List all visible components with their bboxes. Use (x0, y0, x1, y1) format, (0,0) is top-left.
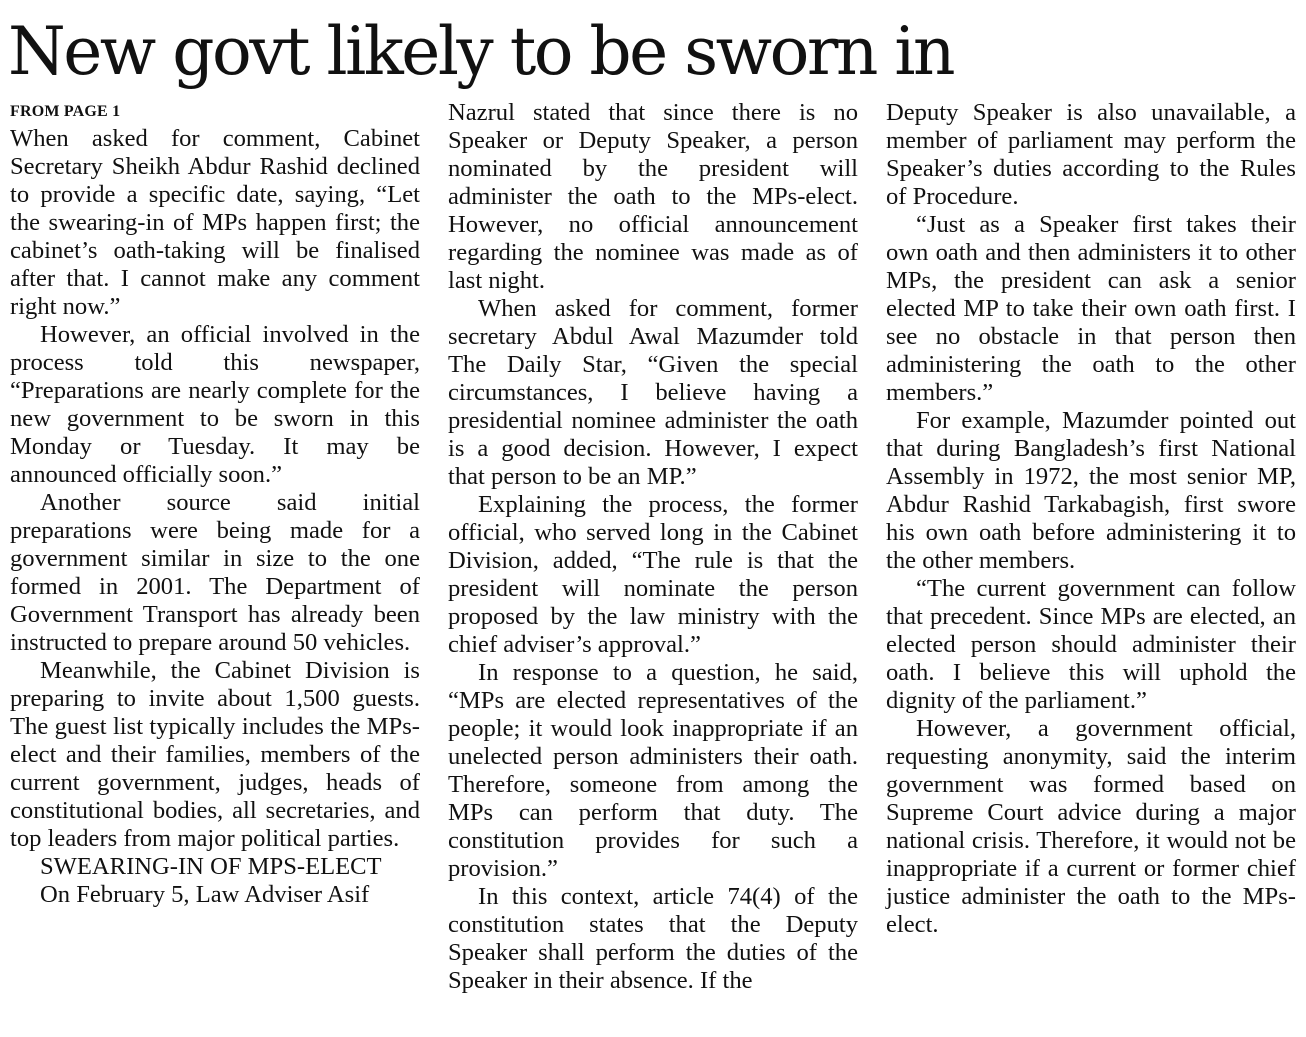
paragraph: Explaining the process, the former official, who served long in the Cabinet Division, added, “The rule is that the president will nominate the person proposed by the law ministry with the chief adviser’s approval.” (448, 491, 858, 658)
paragraph: However, a government official, requesting anonymity, said the interim government was formed based on Supreme Court advice during a major national crisis. Therefore, it would not be inappropriate if a current or former chief justice administer the oath to the MPs-elect. (886, 715, 1296, 938)
from-page-kicker: FROM PAGE 1 (10, 103, 121, 120)
paragraph: On February 5, Law Adviser Asif (40, 881, 370, 908)
article-column-2 (448, 99, 858, 995)
paragraph: “Just as a Speaker first takes their own oath and then administers it to other MPs, the president can ask a senior elected MP to take their own oath first. I see no obstacle in that person then administering the oath to the other members.” (886, 211, 1296, 406)
article-column-1 (10, 99, 420, 909)
paragraph: Another source said initial preparations were being made for a government similar in size to the one formed in 2001. The Department of Government Transport has already been instructed to prepare around 50 vehicles. (10, 489, 420, 656)
section-subhead: SWEARING-IN OF MPS-ELECT (40, 853, 382, 880)
paragraph: In this context, article 74(4) of the constitution states that the Deputy Speaker shall perform the duties of the Speaker in their absence. If the (448, 883, 858, 994)
paragraph: In response to a question, he said, “MPs are elected representatives of the people; it would look inappropriate if an unelected person administers their oath. Therefore, someone from among the MPs can perform that duty. The constitution provides for such a provision.” (448, 659, 858, 882)
headline: New govt likely to be sworn in (8, 13, 953, 90)
paragraph: When asked for comment, former secretary Abdul Awal Mazumder told The Daily Star, “Given the special circumstances, I believe having a presidential nominee administer the oath is a good decision. However, I expect that person to be an MP.” (448, 295, 858, 490)
paragraph: However, an official involved in the process told this newspaper, “Preparations are nearly complete for the new government to be sworn in this Monday or Tuesday. It may be announced officially soon.” (10, 321, 420, 488)
paragraph-continued: Nazrul stated that since there is no Speaker or Deputy Speaker, a person nominated by the president will administer the oath to the MPs-elect. However, no official announcement regarding the nominee was made as of last night. (448, 99, 858, 294)
article-column-3 (886, 99, 1296, 939)
paragraph: “The current government can follow that precedent. Since MPs are elected, an elected person should administer their oath. I believe this will uphold the dignity of the parliament.” (886, 575, 1296, 714)
paragraph: Meanwhile, the Cabinet Division is preparing to invite about 1,500 guests. The guest list typically includes the MPs-elect and their families, members of the current government, judges, heads of constitutional bodies, all secretaries, and top leaders from major political parties. (10, 657, 420, 852)
paragraph: When asked for comment, Cabinet Secretary Sheikh Abdur Rashid declined to provide a specific date, saying, “Let the swearing-in of MPs happen first; the cabinet’s oath-taking will be finalised after that. I cannot make any comment right now.” (10, 125, 420, 320)
paragraph-continued: Deputy Speaker is also unavailable, a member of parliament may perform the Speaker’s duties according to the Rules of Procedure. (886, 99, 1296, 210)
paragraph: For example, Mazumder pointed out that during Bangladesh’s first National Assembly in 1972, the most senior MP, Abdur Rashid Tarkabagish, first swore his own oath before administering it to the other members. (886, 407, 1296, 574)
